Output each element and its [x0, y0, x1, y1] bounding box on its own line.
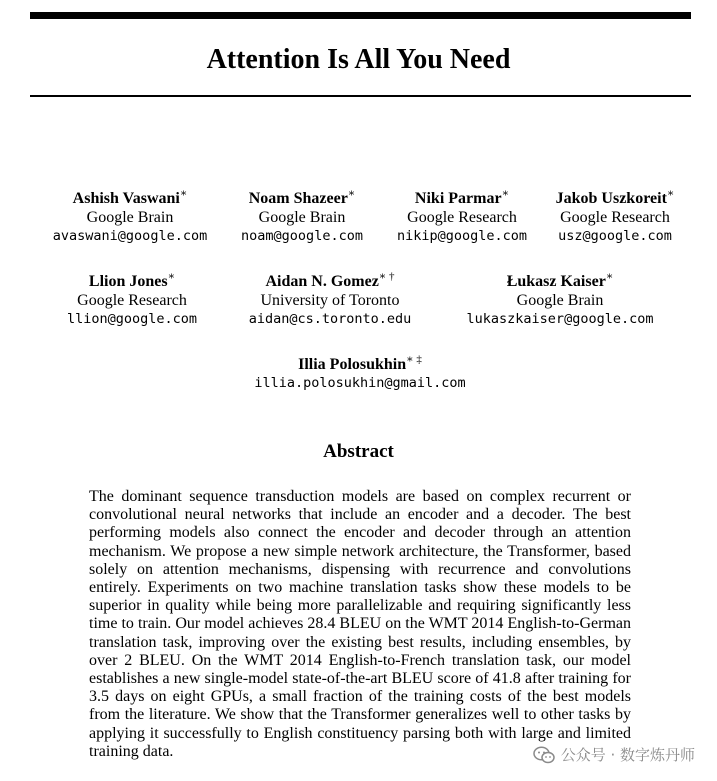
author-name: Aidan N. Gomez∗ † — [265, 270, 395, 290]
author-name: Niki Parmar∗ — [414, 187, 510, 207]
author-email: aidan@cs.toronto.edu — [248, 311, 412, 327]
author-block — [53, 189, 207, 246]
author-mark: ∗ ‡ — [406, 353, 422, 366]
author-email: illia.polosukhin@gmail.com — [254, 375, 466, 391]
author-mark: ∗ † — [378, 270, 395, 283]
wechat-icon — [533, 746, 555, 764]
author-name: Llion Jones∗ — [88, 270, 176, 290]
author-email: llion@google.com — [66, 311, 198, 327]
author-block — [467, 272, 654, 329]
watermark-text: 公众号 · 数字炼丹师 — [560, 746, 695, 764]
author-affiliation: Google Brain — [86, 209, 174, 226]
author-name: Łukasz Kaiser∗ — [506, 270, 614, 290]
author-email: lukaszkaiser@google.com — [466, 311, 654, 327]
author-email: usz@google.com — [558, 228, 672, 244]
abstract-text: The dominant sequence transduction models are based on complex recurrent or convolutional neural networks that include an encoder and a decoder. The best performing models also connect the encoder and decoder through an attention mechanism. We propose a new simple network architecture, the Transformer, based solely on attention mechanisms, dispensing with recurrence and convolutions entirely. Experiments on two machine translation tasks show these models to be superior in quality while being more parallelizable and requiring significantly less time to train. Our model achieves 28.4 BLEU on the WMT 2014 English-to-German translation task, improving over the existing best results, including ensembles, by over 2 BLEU. On the WMT 2014 English-to-French translation task, our model establishes a new single-model state-of-the-art BLEU score of 41.8 after training for 3.5 days on eight GPUs, a small fraction of the training costs of the best models from the literature. We show that the Transformer generalizes well to other tasks by applying it successfully to English constituency parsing both with large and limited training data. — [89, 488, 631, 760]
title-rule-bottom — [30, 95, 691, 97]
watermark — [529, 742, 699, 767]
author-name: Jakob Uszkoreit∗ — [555, 187, 675, 207]
author-block — [67, 272, 197, 329]
author-affiliation: Google Brain — [258, 209, 346, 226]
author-email: avaswani@google.com — [52, 228, 208, 244]
author-email: noam@google.com — [241, 228, 363, 244]
abstract-heading: Abstract — [323, 441, 394, 462]
author-mark: ∗ — [501, 187, 510, 200]
author-affiliation: Google Research — [77, 292, 187, 309]
title-rule-top — [30, 12, 691, 19]
author-mark: ∗ — [347, 187, 356, 200]
author-name: Ashish Vaswani∗ — [72, 187, 188, 207]
author-block — [241, 189, 363, 246]
author-name: Noam Shazeer∗ — [248, 187, 356, 207]
author-block — [397, 189, 527, 246]
author-mark: ∗ — [167, 270, 176, 283]
author-block — [249, 272, 412, 329]
author-affiliation: University of Toronto — [260, 292, 400, 309]
author-mark: ∗ — [605, 270, 614, 283]
author-name: Illia Polosukhin∗ ‡ — [298, 353, 422, 373]
author-affiliation: Google Brain — [516, 292, 604, 309]
author-mark: ∗ — [179, 187, 188, 200]
author-mark: ∗ — [666, 187, 675, 200]
paper-title: Attention Is All You Need — [206, 44, 511, 75]
author-block — [254, 355, 465, 393]
author-email: nikip@google.com — [396, 228, 528, 244]
author-affiliation: Google Research — [560, 209, 670, 226]
author-affiliation: Google Research — [407, 209, 517, 226]
author-block — [556, 189, 675, 246]
